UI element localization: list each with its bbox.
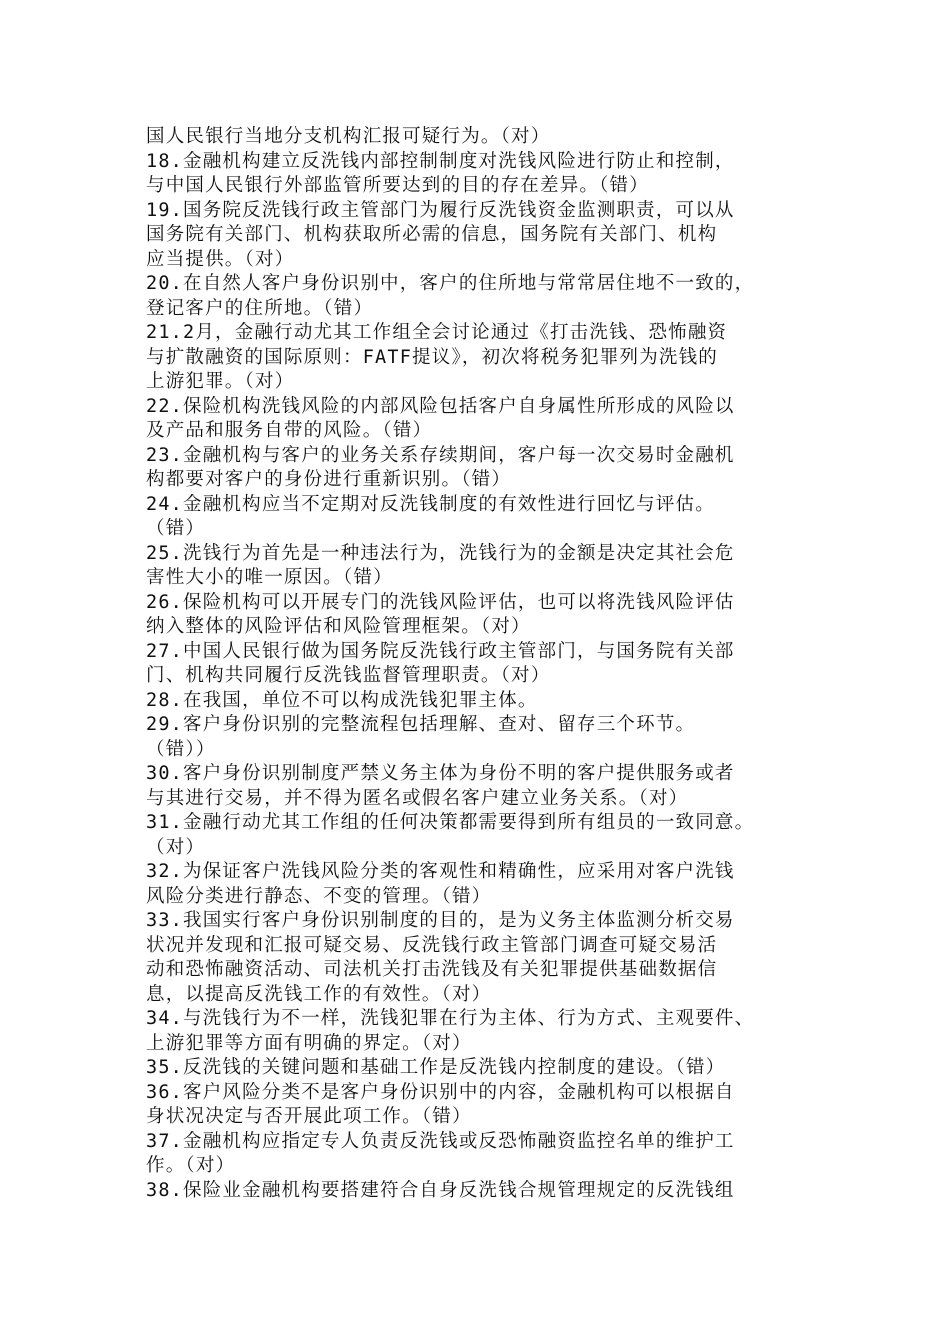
text-line: 作。（对） — [146, 1155, 236, 1176]
text-line: 登记客户的住所地。（错） — [146, 297, 374, 319]
text-line: 与中国人民银行外部监管所要达到的目的存在差异。（错） — [146, 175, 649, 196]
text-line: 37.金融机构应指定专人负责反洗钱或反恐怖融资监控名单的维护工 — [146, 1130, 735, 1152]
text-line: 应当提供。（对） — [146, 248, 295, 270]
text-line: 与其进行交易，并不得为匿名或假名客户建立业务关系。（对） — [146, 787, 689, 809]
text-line: 动和恐怖融资活动、司法机关打击洗钱及有关犯罪提供基础数据信 — [146, 959, 718, 980]
text-line: 38.保险业金融机构要搭建符合自身反洗钱合规管理规定的反洗钱组 — [146, 1179, 735, 1201]
text-line: 22.保险机构洗钱风险的内部风险包括客户自身属性所形成的风险以 — [146, 395, 735, 417]
text-line: （对） — [146, 836, 206, 858]
text-line: 28.在我国，单位不可以构成洗钱犯罪主体。 — [146, 689, 538, 711]
text-line: 26.保险机构可以开展专门的洗钱风险评估，也可以将洗钱风险评估 — [146, 591, 735, 613]
text-line: 27.中国人民银行做为国务院反洗钱行政主管部门，与国务院有关部 — [146, 640, 735, 662]
text-line: 32.为保证客户洗钱风险分类的客观性和精确性，应采用对客户洗钱 — [146, 861, 735, 882]
text-line: 纳入整体的风险评估和风险管理框架。（对） — [146, 616, 531, 637]
text-line: 19.国务院反洗钱行政主管部门为履行反洗钱资金监测职责，可以从 — [146, 199, 735, 221]
text-line: 34.与洗钱行为不一样，洗钱犯罪在行为主体、行为方式、主观要件、 — [146, 1008, 755, 1029]
text-line: 国人民银行当地分支机构汇报可疑行为。（对） — [146, 126, 551, 147]
text-line: 21.2月，金融行动尤其工作组全会讨论通过《打击洗钱、恐怖融资 — [146, 322, 728, 343]
text-line: 国务院有关部门、机构获取所必需的信息，国务院有关部门、机构 — [146, 224, 718, 245]
text-line: 与扩散融资的国际原则：FATF提议》，初次将税务犯罪列为洗钱的 — [146, 346, 719, 368]
text-line: 31.金融行动尤其工作组的任何决策都需要得到所有组员的一致同意。 — [146, 812, 755, 833]
text-line: （错）） — [146, 738, 216, 760]
text-line: 33.我国实行客户身份识别制度的目的，是为义务主体监测分析交易 — [146, 910, 735, 931]
text-line: 风险分类进行静态、不变的管理。（错） — [146, 885, 492, 907]
text-line: 息，以提高反洗钱工作的有效性。（对） — [146, 983, 492, 1005]
text-line: 36.客户风险分类不是客户身份识别中的内容，金融机构可以根据自 — [146, 1081, 735, 1103]
text-line: 构都要对客户的身份进行重新识别。（错） — [146, 469, 512, 490]
text-line: 状况并发现和汇报可疑交易、反洗钱行政主管部门调查可疑交易活 — [146, 934, 718, 956]
text-line: 20.在自然人客户身份识别中，客户的住所地与常常居住地不一致的， — [146, 273, 755, 294]
text-line: 25.洗钱行为首先是一种违法行为，洗钱行为的金额是决定其社会危 — [146, 542, 735, 564]
text-line: 害性大小的唯一原因。（错） — [146, 567, 393, 588]
text-line: 35.反洗钱的关键问题和基础工作是反洗钱内控制度的建设。（错） — [146, 1057, 726, 1078]
text-line: （错） — [146, 518, 206, 539]
text-line: 及产品和服务自带的风险。（错） — [146, 420, 433, 441]
text-line: 18.金融机构建立反洗钱内部控制制度对洗钱风险进行防止和控制， — [146, 150, 735, 172]
text-line: 24.金融机构应当不定期对反洗钱制度的有效性进行回忆与评估。 — [146, 493, 715, 515]
text-line: 身状况决定与否开展此项工作。（错） — [146, 1106, 472, 1127]
text-line: 29.客户身份识别的完整流程包括理解、查对、留存三个环节。 — [146, 714, 696, 735]
text-line: 上游犯罪。（对） — [146, 371, 295, 392]
document-body — [146, 125, 828, 1203]
text-line: 23.金融机构与客户的业务关系存续期间，客户每一次交易时金融机 — [146, 444, 735, 466]
text-line: 上游犯罪等方面有明确的界定。（对） — [146, 1032, 472, 1054]
text-line: 门、机构共同履行反洗钱监督管理职责。（对） — [146, 665, 551, 686]
text-line: 30.客户身份识别制度严禁义务主体为身份不明的客户提供服务或者 — [146, 763, 735, 784]
